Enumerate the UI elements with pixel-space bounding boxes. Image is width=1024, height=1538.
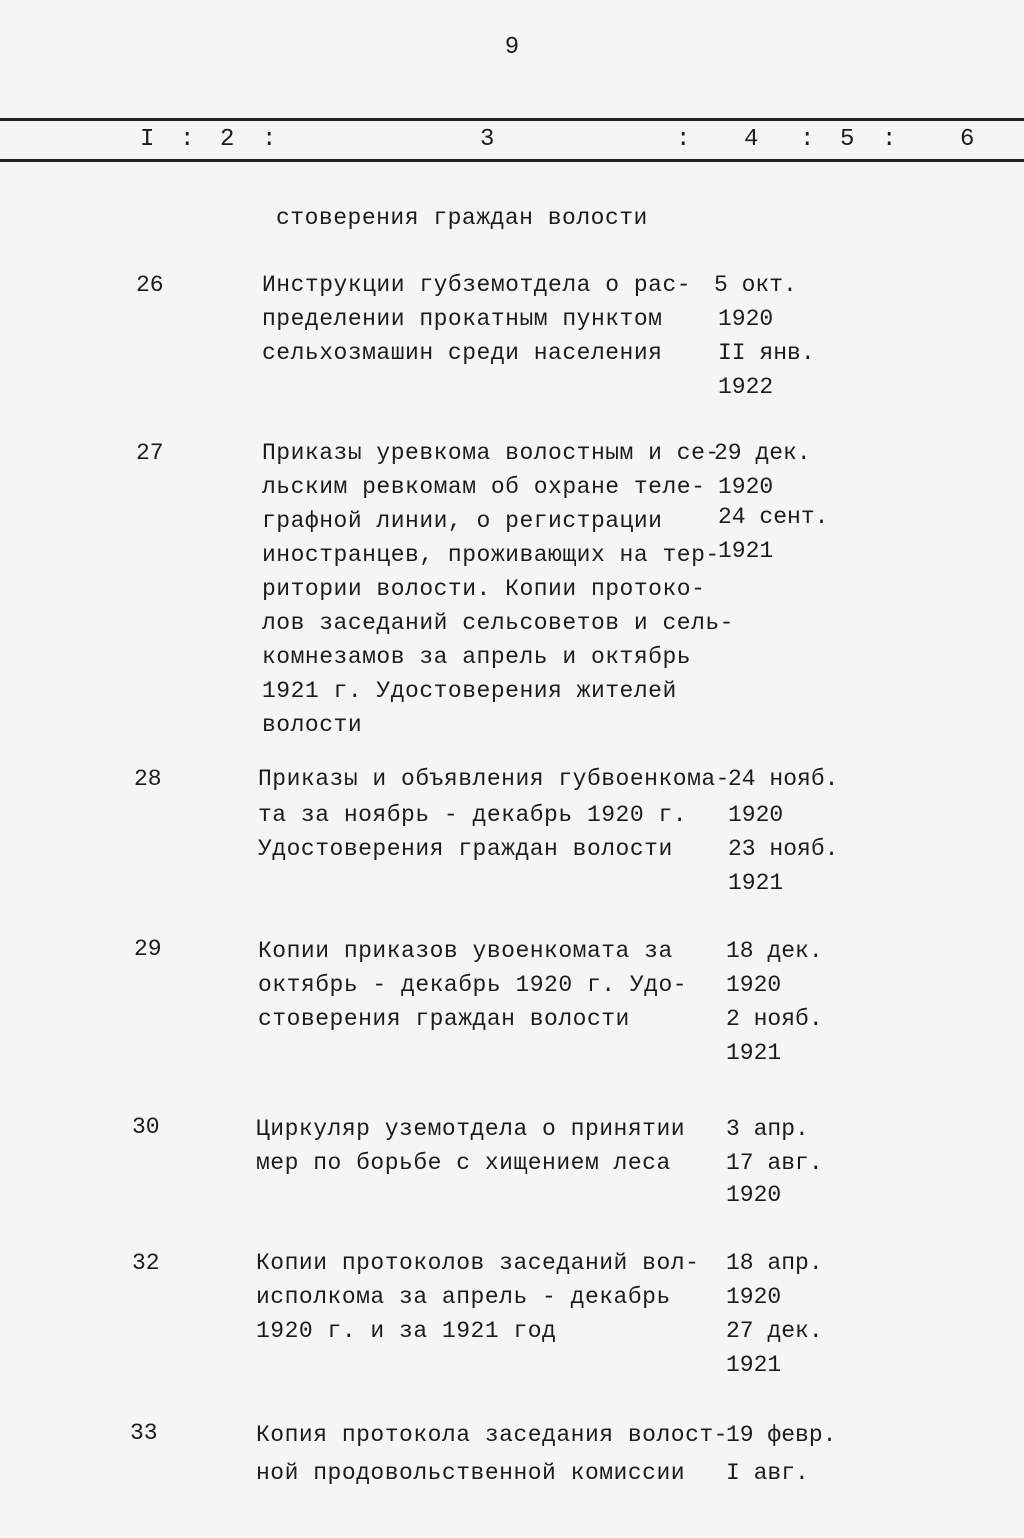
entry-description-line: комнезамов за апрель и октябрь [262, 644, 692, 670]
entry-date: 1922 [718, 374, 774, 400]
entry-number: 29 [134, 936, 162, 962]
entry-date: II янв. [718, 340, 815, 366]
entry-number: 33 [130, 1420, 158, 1446]
column-header-6: 6 [960, 126, 975, 153]
column-header-2: 2 [220, 126, 235, 153]
entry-description-line: стоверения граждан волости [258, 1006, 630, 1032]
entry-date: 1920 [728, 802, 784, 828]
entry-date: 3 апр. [726, 1116, 809, 1142]
entry-date: 1921 [728, 870, 784, 896]
entry-date: 18 апр. [726, 1250, 823, 1276]
column-separator: : [882, 126, 897, 153]
entry-description-line: Копии приказов увоенкомата за [258, 938, 673, 964]
entry-description-line: Приказы и объявления губвоенкома- [258, 766, 730, 792]
column-separator: : [800, 126, 815, 153]
entry-description-line: октябрь - декабрь 1920 г. Удо- [258, 972, 688, 998]
entry-description-line: лов заседаний сельсоветов и сель- [262, 610, 734, 636]
header-rule-top [0, 118, 1024, 121]
entry-date: 1921 [726, 1352, 782, 1378]
entry-date: 1920 [718, 474, 774, 500]
entry-date: 19 февр. [726, 1422, 837, 1448]
entry-description-line: Циркуляр уземотдела о принятии [256, 1116, 686, 1142]
page-number: 9 [504, 34, 520, 61]
entry-description-line: Копии протоколов заседаний вол- [256, 1250, 700, 1276]
entry-description-line: 1920 г. и за 1921 год [256, 1318, 557, 1344]
entry-date: 1920 [726, 1284, 782, 1310]
entry-date: 24 нояб. [728, 766, 839, 792]
entry-date: 23 нояб. [728, 836, 839, 862]
column-header-4: 4 [744, 126, 759, 153]
entry-description-line: Копия протокола заседания волост- [256, 1422, 728, 1448]
column-header-1: I [140, 126, 155, 153]
entry-description-line: та за ноябрь - декабрь 1920 г. [258, 802, 688, 828]
entry-date: 29 дек. [714, 440, 811, 466]
entry-description-line: льским ревкомам об охране теле- [262, 474, 706, 500]
entry-date: 18 дек. [726, 938, 823, 964]
entry-date: 1921 [718, 538, 774, 564]
entry-description-line: мер по борьбе с хищением леса [256, 1150, 671, 1176]
entry-date: 1920 [726, 972, 782, 998]
entry-description-line: ной продовольственной комиссии [256, 1460, 686, 1486]
entry-number: 27 [136, 440, 164, 466]
entry-description-line: ритории волости. Копии протоко- [262, 576, 706, 602]
entry-description-line: графной линии, о регистрации [262, 508, 663, 534]
column-header-3: 3 [480, 126, 495, 153]
entry-description-line: иностранцев, проживающих на тер- [262, 542, 720, 568]
entry-number: 30 [132, 1114, 160, 1140]
entry-description-line: Инструкции губземотдела о рас- [262, 272, 692, 298]
entry-number: 26 [136, 272, 164, 298]
header-rule-bottom [0, 159, 1024, 162]
entry-date: 27 дек. [726, 1318, 823, 1344]
entry-description-line: пределении прокатным пунктом [262, 306, 663, 332]
entry-date: 24 сент. [718, 504, 829, 530]
entry-number: 32 [132, 1250, 160, 1276]
entry-date: 2 нояб. [726, 1006, 823, 1032]
entry-description-line: Приказы уревкома волостным и се- [262, 440, 720, 466]
entry-date: 1920 [718, 306, 774, 332]
column-separator: : [262, 126, 277, 153]
column-header-5: 5 [840, 126, 855, 153]
continuation-text: стоверения граждан волости [276, 205, 648, 231]
entry-description-line: Удостоверения граждан волости [258, 836, 673, 862]
entry-description-line: исполкома за апрель - декабрь [256, 1284, 671, 1310]
entry-description-line: волости [262, 712, 363, 738]
entry-date: 5 окт. [714, 272, 797, 298]
entry-description-line: сельхозмашин среди населения [262, 340, 663, 366]
entry-date: 1921 [726, 1040, 782, 1066]
column-separator: : [180, 126, 195, 153]
entry-date: 17 авг. [726, 1150, 823, 1176]
entry-description-line: 1921 г. Удостоверения жителей [262, 678, 677, 704]
entry-date: 1920 [726, 1182, 782, 1208]
entry-number: 28 [134, 766, 162, 792]
column-separator: : [676, 126, 691, 153]
entry-date: I авг. [726, 1460, 809, 1486]
